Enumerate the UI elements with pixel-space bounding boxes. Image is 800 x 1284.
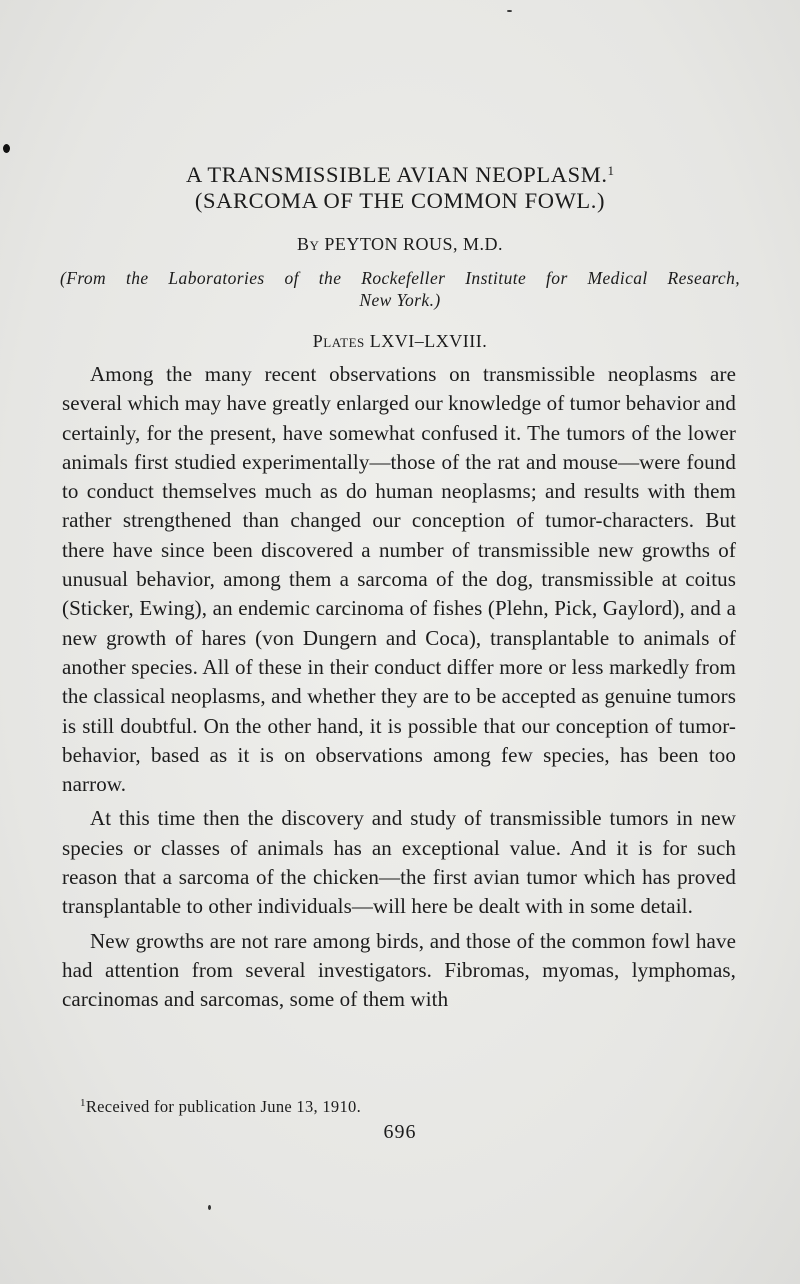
author-name: PEYTON ROUS, M.D. bbox=[324, 234, 504, 254]
page-number: 696 bbox=[383, 1121, 417, 1143]
author-line bbox=[60, 234, 740, 255]
author-prefix: By bbox=[296, 234, 320, 254]
print-speck bbox=[507, 10, 512, 12]
plates-reference bbox=[60, 331, 740, 352]
plates-range: LXVI–LXVIII. bbox=[369, 331, 488, 351]
title-footnote-ref[interactable]: 1 bbox=[607, 163, 615, 178]
print-speck bbox=[208, 1205, 211, 1210]
plates-prefix: Plates bbox=[312, 331, 365, 351]
footnote-text: Received for publication June 13, 1910. bbox=[85, 1097, 361, 1116]
paragraph: New growths are not rare among birds, and those of the common fowl have had attention from several investigators. Fibromas, myomas, lymphomas, carcinomas and sarcomas, some of them with bbox=[62, 928, 736, 1012]
article-title-line-2: (SARCOMA OF THE COMMON FOWL.) bbox=[194, 188, 606, 213]
footnote bbox=[80, 1097, 361, 1117]
affiliation-line-1: (From the Laboratories of the Rockefeller Institute for Medical Research, bbox=[60, 268, 740, 288]
article-title-line-1: A TRANSMISSIBLE AVIAN NEOPLASM.$^1$ bbox=[185, 162, 615, 187]
article-body bbox=[62, 360, 736, 1020]
affiliation-line-2: New York.) bbox=[359, 290, 441, 310]
paragraph: At this time then the discovery and study of transmissible tumors in new species or classes of animals has an exceptional value. And it is for such reason that a sarcoma of the chicken—the first avian tumor which has proved transplantable to other individuals—will here be dealt with in some detail. bbox=[62, 806, 736, 919]
footnote-marker: 1 bbox=[80, 1097, 86, 1109]
margin-dot bbox=[3, 144, 10, 153]
paragraph: Among the many recent observations on transmissible neoplasms are several which may have greatly enlarged our knowledge of tumor behavior and certainly, for the present, have somewhat confused it. The tumors of the lower animals first studied experimentally—those of the rat and mouse—were found to conduct themselves much as do human neoplasms; and results with them rather strengthened than changed our conception of tumor-characters. But there have since been discovered a number of transmissible new growths of unusual behavior, among them a sarcoma of the dog, transmissible at coitus (Sticker, Ewing), an endemic carcinoma of fishes (Plehn, Pick, Gaylord), and a new growth of hares (von Dungern and Coca), transplantable to animals of another species. All of these in their conduct differ more or less markedly from the classical neoplasms, and whether they are to be accepted as genuine tumors is still doubtful. On the other hand, it is possible that our conception of tumor-behavior, based as it is on observations among few species, has been too narrow. bbox=[62, 362, 736, 797]
